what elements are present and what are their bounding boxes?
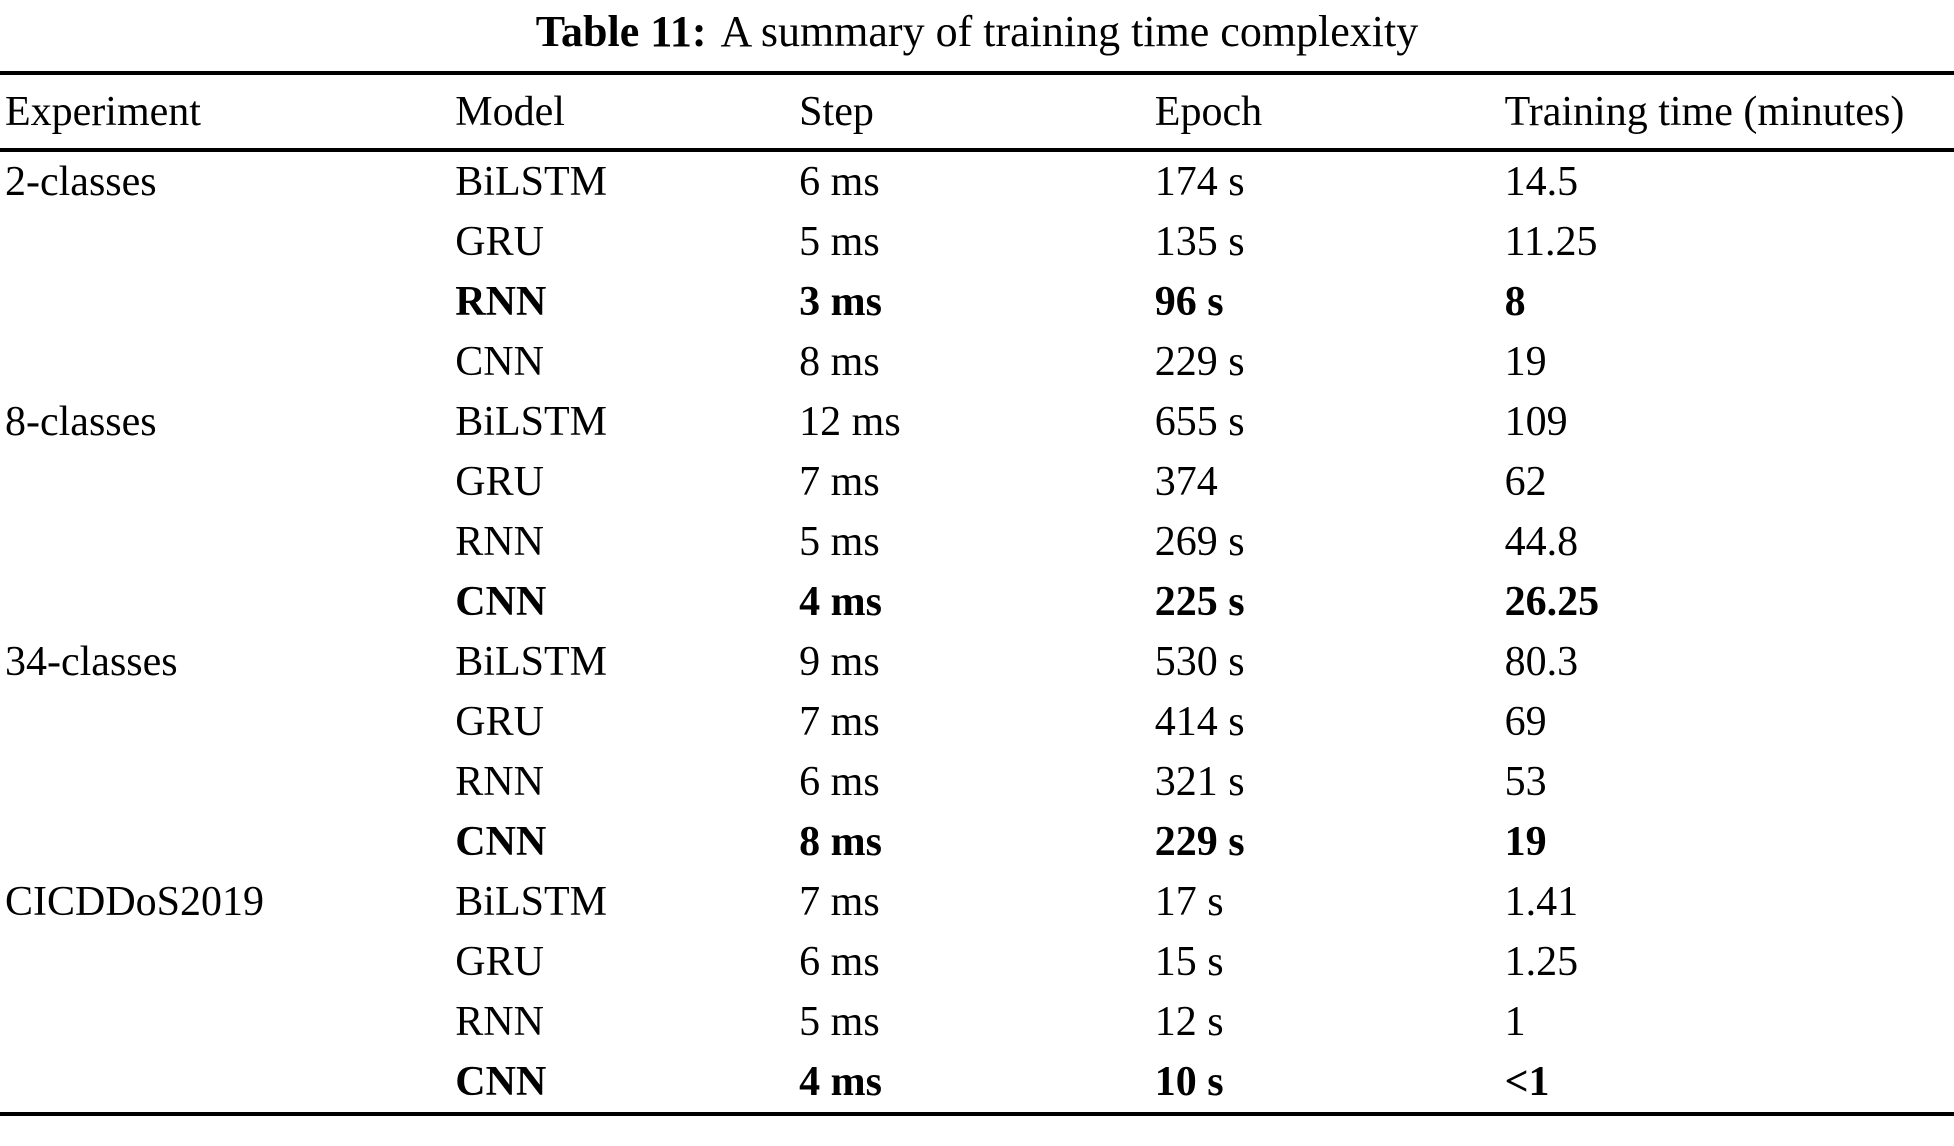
cell-model: RNN <box>455 999 544 1045</box>
cell-model: BiLSTM <box>455 639 607 685</box>
cell-experiment: 34-classes <box>5 639 178 685</box>
table-row <box>0 872 1954 932</box>
cell-experiment <box>0 512 455 572</box>
cell-model: CNN <box>455 339 544 385</box>
cell-step: 5 ms <box>799 999 880 1045</box>
cell-experiment <box>0 1052 455 1114</box>
cell-step: 6 ms <box>799 939 880 985</box>
table-row <box>0 150 1954 212</box>
cell-model: RNN <box>455 519 544 565</box>
cell-model: CNN <box>455 819 547 865</box>
table-row <box>0 932 1954 992</box>
cell-experiment <box>0 332 455 392</box>
table-row <box>0 572 1954 632</box>
cell-experiment <box>0 572 455 632</box>
cell-step: 6 ms <box>799 159 880 205</box>
cell-model: GRU <box>455 939 544 985</box>
table-row <box>0 452 1954 512</box>
cell-step: 5 ms <box>799 519 880 565</box>
table-row <box>0 272 1954 332</box>
training-time-table <box>0 71 1954 1116</box>
cell-step: 4 ms <box>799 579 883 625</box>
cell-experiment: CICDDoS2019 <box>5 879 265 925</box>
cell-epoch: 229 s <box>1154 339 1245 385</box>
table-row <box>0 512 1954 572</box>
cell-model: CNN <box>455 1059 547 1105</box>
cell-model: BiLSTM <box>455 879 607 925</box>
cell-epoch: 225 s <box>1154 579 1245 625</box>
cell-experiment <box>0 812 455 872</box>
cell-epoch: 374 <box>1154 459 1218 505</box>
cell-training-time: 1 <box>1504 999 1526 1045</box>
cell-experiment <box>0 932 455 992</box>
cell-epoch: 15 s <box>1154 939 1224 985</box>
cell-training-time: 26.25 <box>1504 579 1600 625</box>
cell-model: GRU <box>455 219 544 265</box>
cell-step: 5 ms <box>799 219 880 265</box>
cell-training-time: 1.41 <box>1504 879 1579 925</box>
cell-training-time: 8 <box>1504 279 1526 325</box>
table-row <box>0 632 1954 692</box>
cell-epoch: 96 s <box>1154 279 1224 325</box>
cell-experiment <box>0 992 455 1052</box>
col-header-experiment: Experiment <box>5 88 201 135</box>
cell-epoch: 530 s <box>1154 639 1245 685</box>
cell-model: BiLSTM <box>455 399 607 445</box>
table-row <box>0 212 1954 272</box>
cell-epoch: 135 s <box>1154 219 1245 265</box>
col-header-training-time: Training time (minutes) <box>1504 88 1905 135</box>
cell-experiment <box>0 752 455 812</box>
cell-training-time: 62 <box>1504 459 1547 505</box>
cell-step: 7 ms <box>799 699 880 745</box>
table-row <box>0 812 1954 872</box>
cell-experiment: 2-classes <box>5 159 157 205</box>
cell-epoch: 269 s <box>1154 519 1245 565</box>
cell-epoch: 229 s <box>1154 819 1245 865</box>
table-row <box>0 752 1954 812</box>
cell-model: RNN <box>455 759 544 805</box>
cell-step: 9 ms <box>799 639 880 685</box>
table-caption <box>0 0 1954 71</box>
cell-epoch: 174 s <box>1154 159 1245 205</box>
cell-model: RNN <box>455 279 547 325</box>
cell-model: CNN <box>455 579 547 625</box>
table-caption-label: Table 11: <box>535 7 707 56</box>
cell-training-time: 69 <box>1504 699 1547 745</box>
cell-step: 7 ms <box>799 879 880 925</box>
cell-epoch: 17 s <box>1154 879 1224 925</box>
cell-training-time: 1.25 <box>1504 939 1579 985</box>
cell-epoch: 414 s <box>1154 699 1245 745</box>
cell-step: 8 ms <box>799 339 880 385</box>
table-caption-text: A summary of training time complexity <box>720 7 1419 56</box>
cell-training-time: 80.3 <box>1504 639 1579 685</box>
cell-step: 6 ms <box>799 759 880 805</box>
cell-step: 8 ms <box>799 819 883 865</box>
col-header-step: Step <box>799 88 874 135</box>
col-header-epoch: Epoch <box>1154 88 1263 135</box>
cell-epoch: 321 s <box>1154 759 1245 805</box>
cell-model: GRU <box>455 699 544 745</box>
table-row <box>0 392 1954 452</box>
header-row <box>0 73 1954 150</box>
cell-step: 12 ms <box>799 399 901 445</box>
cell-epoch: 655 s <box>1154 399 1245 445</box>
table-row <box>0 992 1954 1052</box>
cell-training-time: 14.5 <box>1504 159 1579 205</box>
cell-experiment <box>0 692 455 752</box>
cell-step: 7 ms <box>799 459 880 505</box>
table-row <box>0 692 1954 752</box>
cell-experiment <box>0 212 455 272</box>
cell-step: 3 ms <box>799 279 883 325</box>
cell-step: 4 ms <box>799 1059 883 1105</box>
cell-model: BiLSTM <box>455 159 607 205</box>
cell-training-time: 19 <box>1504 339 1547 385</box>
col-header-model: Model <box>455 88 565 135</box>
cell-training-time: 109 <box>1504 399 1568 445</box>
cell-experiment <box>0 272 455 332</box>
cell-training-time: 19 <box>1504 819 1547 865</box>
cell-experiment: 8-classes <box>5 399 157 445</box>
cell-model: GRU <box>455 459 544 505</box>
cell-epoch: 12 s <box>1154 999 1224 1045</box>
cell-training-time: <1 <box>1504 1059 1550 1105</box>
table-row <box>0 332 1954 392</box>
cell-experiment <box>0 452 455 512</box>
cell-training-time: 11.25 <box>1504 219 1598 265</box>
table-row <box>0 1052 1954 1114</box>
cell-epoch: 10 s <box>1154 1059 1224 1105</box>
cell-training-time: 44.8 <box>1504 519 1579 565</box>
cell-training-time: 53 <box>1504 759 1547 805</box>
